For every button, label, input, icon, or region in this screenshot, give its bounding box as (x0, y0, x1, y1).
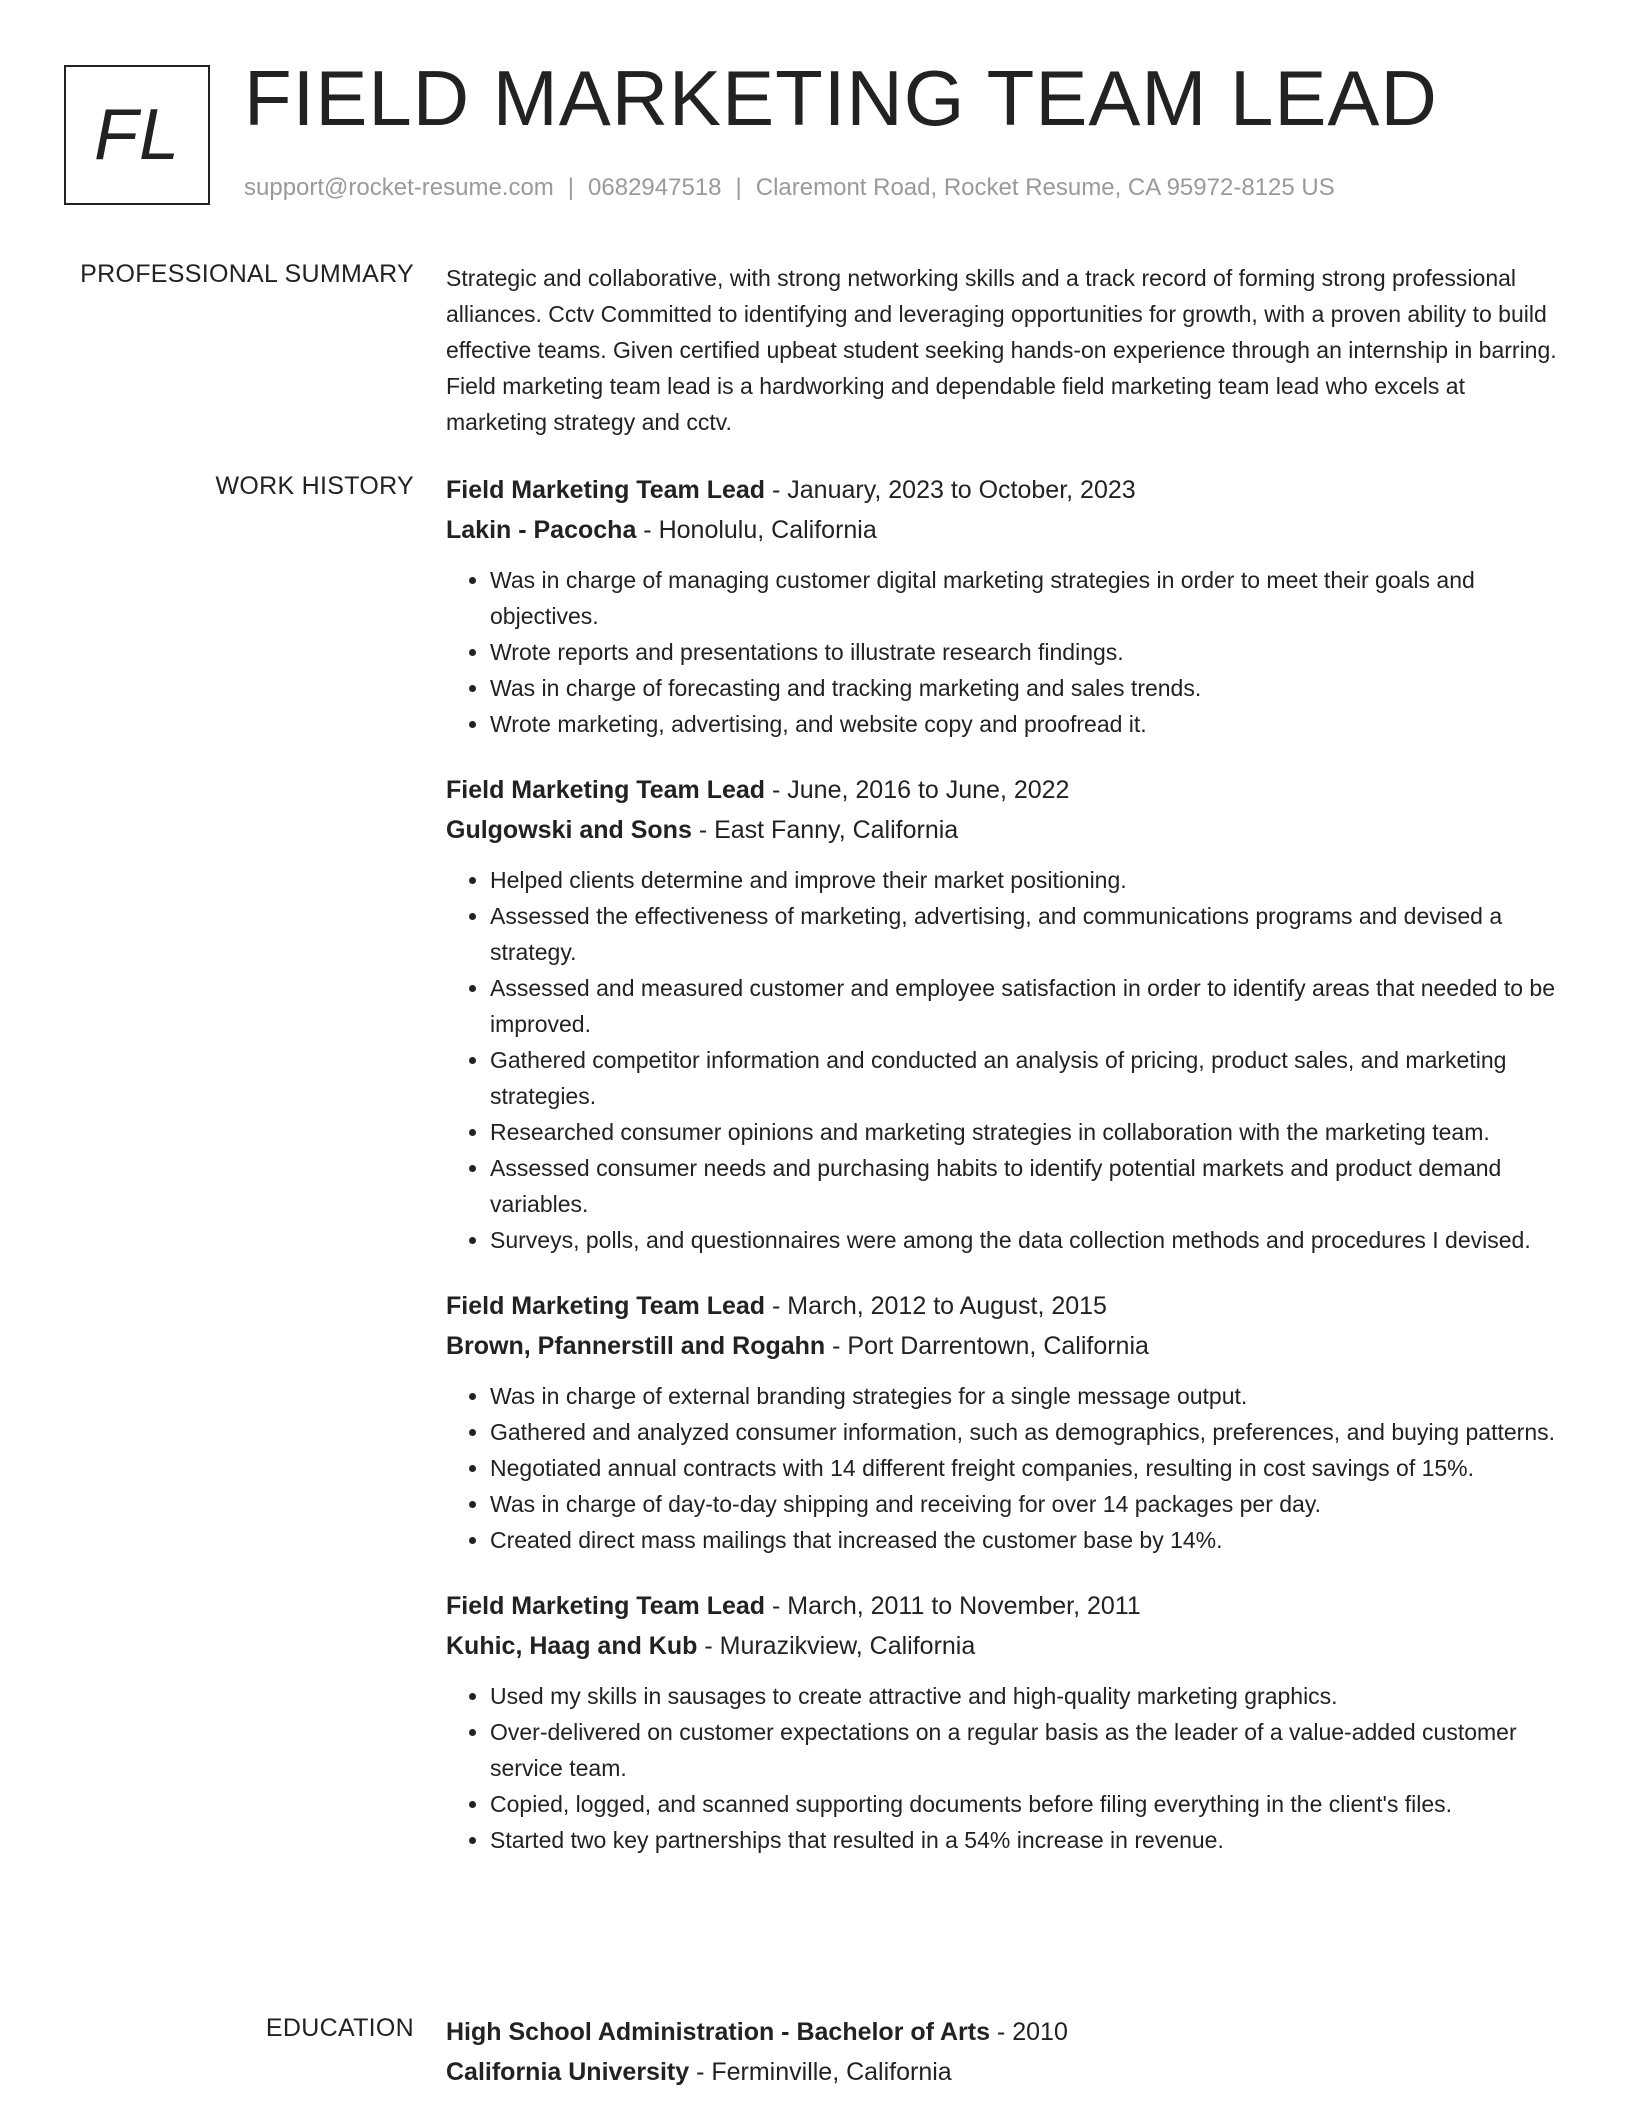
job-bullet: • Was in charge of day-to-day shipping and receiving for over 14 packages per day. (490, 1486, 1571, 1522)
job-bullet: • Gathered competitor information and conducted an analysis of pricing, product sales, and marketing strategies. (490, 1042, 1571, 1114)
job-title-line (446, 770, 1571, 810)
job-bullet: • Wrote marketing, advertising, and website copy and proofread it. (490, 706, 1571, 742)
work-history-label: WORK HISTORY (215, 472, 414, 500)
job-bullet: • Assessed and measured customer and employee satisfaction in order to identify areas that needed to be improved. (490, 970, 1571, 1042)
job-title: Field Marketing Team Lead (446, 776, 766, 804)
summary-body (446, 260, 1571, 440)
job-entry (446, 1586, 1571, 1858)
job-title-line (446, 1586, 1571, 1626)
job-location: - East Fanny, California (691, 816, 959, 844)
job-dates: - January, 2023 to October, 2023 (765, 476, 1136, 504)
job-company-line (446, 810, 1571, 850)
job-bullet: • Over-delivered on customer expectations on a regular basis as the leader of a value-added customer service team. (490, 1714, 1571, 1786)
job-bullet: • Was in charge of forecasting and tracking marketing and sales trends. (490, 670, 1571, 706)
job-entry (446, 470, 1571, 742)
job-company: Gulgowski and Sons (446, 816, 692, 844)
job-company-line (446, 510, 1571, 550)
job-bullets (446, 562, 1571, 742)
job-company-line (446, 1626, 1571, 1666)
education-degree: High School Administration - Bachelor of Arts (446, 2018, 991, 2046)
education-degree-line (446, 2012, 1571, 2052)
job-bullet: • Assessed consumer needs and purchasing habits to identify potential markets and product demand variables. (490, 1150, 1571, 1222)
job-title: Field Marketing Team Lead (446, 1592, 766, 1620)
education-year: - 2010 (990, 2018, 1068, 2046)
work-history-body (446, 470, 1571, 1886)
job-bullet: • Was in charge of external branding strategies for a single message output. (490, 1378, 1571, 1414)
education-school: California University (446, 2058, 690, 2086)
summary-label: PROFESSIONAL SUMMARY (80, 260, 414, 288)
education-school-line (446, 2052, 1571, 2092)
contact-email: support@rocket-resume.com (244, 174, 554, 201)
job-dates: - March, 2011 to November, 2011 (765, 1592, 1141, 1620)
job-title-line (446, 470, 1571, 510)
job-title-line (446, 1286, 1571, 1326)
job-dates: - June, 2016 to June, 2022 (765, 776, 1070, 804)
job-bullets (446, 1378, 1571, 1558)
contact-separator: | (567, 174, 575, 201)
education-body (446, 2012, 1571, 2092)
job-bullet: • Assessed the effectiveness of marketing, advertising, and communications programs and devised a strategy. (490, 898, 1571, 970)
job-entry (446, 1286, 1571, 1558)
job-company: Brown, Pfannerstill and Rogahn (446, 1332, 826, 1360)
job-bullet: • Gathered and analyzed consumer information, such as demographics, preferences, and buying patterns. (490, 1414, 1571, 1450)
job-company: Kuhic, Haag and Kub (446, 1632, 698, 1660)
summary-text: Strategic and collaborative, with strong networking skills and a track record of forming strong professional alliances. Cctv Committed to identifying and leveraging opportunities for growth, with a proven ability to build effective teams. Given certified upbeat student seeking hands-on experience through an internship in barring. Field marketing team lead is a hardworking and dependable field marketing team lead who excels at marketing strategy and cctv. (446, 265, 1557, 435)
resume-name: FIELD MARKETING TEAM LEAD (244, 54, 1438, 142)
job-bullet: • Researched consumer opinions and marketing strategies in collaboration with the marketing team. (490, 1114, 1571, 1150)
job-bullet: • Wrote reports and presentations to illustrate research findings. (490, 634, 1571, 670)
education-location: - Ferminville, California (689, 2058, 952, 2086)
job-bullets (446, 1678, 1571, 1858)
monogram-badge (64, 65, 210, 205)
job-bullet: • Used my skills in sausages to create attractive and high-quality marketing graphics. (490, 1678, 1571, 1714)
job-location: - Port Darrentown, California (825, 1332, 1149, 1360)
job-bullet: • Started two key partnerships that resulted in a 54% increase in revenue. (490, 1822, 1571, 1858)
job-bullet: • Negotiated annual contracts with 14 different freight companies, resulting in cost savings of 15%. (490, 1450, 1571, 1486)
job-title: Field Marketing Team Lead (446, 476, 766, 504)
job-location: - Murazikview, California (697, 1632, 976, 1660)
job-location: - Honolulu, California (636, 516, 877, 544)
job-bullets (446, 862, 1571, 1258)
job-bullet: • Created direct mass mailings that increased the customer base by 14%. (490, 1522, 1571, 1558)
job-company-line (446, 1326, 1571, 1366)
contact-separator: | (735, 174, 742, 201)
education-label: EDUCATION (265, 2014, 414, 2042)
job-bullet: • Copied, logged, and scanned supporting documents before filing everything in the client's files. (490, 1786, 1571, 1822)
job-title: Field Marketing Team Lead (446, 1292, 766, 1320)
job-dates: - March, 2012 to August, 2015 (765, 1292, 1107, 1320)
monogram-initials: FL (93, 95, 181, 175)
job-company: Lakin - Pacocha (446, 516, 637, 544)
contact-address: Claremont Road, Rocket Resume, CA 95972-8125 US (755, 174, 1335, 201)
contact-phone: 0682947518 (588, 174, 722, 201)
job-bullet: • Helped clients determine and improve their market positioning. (490, 862, 1571, 898)
job-entry (446, 770, 1571, 1258)
contact-line (244, 174, 1335, 202)
job-bullet: • Surveys, polls, and questionnaires were among the data collection methods and procedures I devised. (490, 1222, 1571, 1258)
job-bullet: • Was in charge of managing customer digital marketing strategies in order to meet their goals and objectives. (490, 562, 1571, 634)
